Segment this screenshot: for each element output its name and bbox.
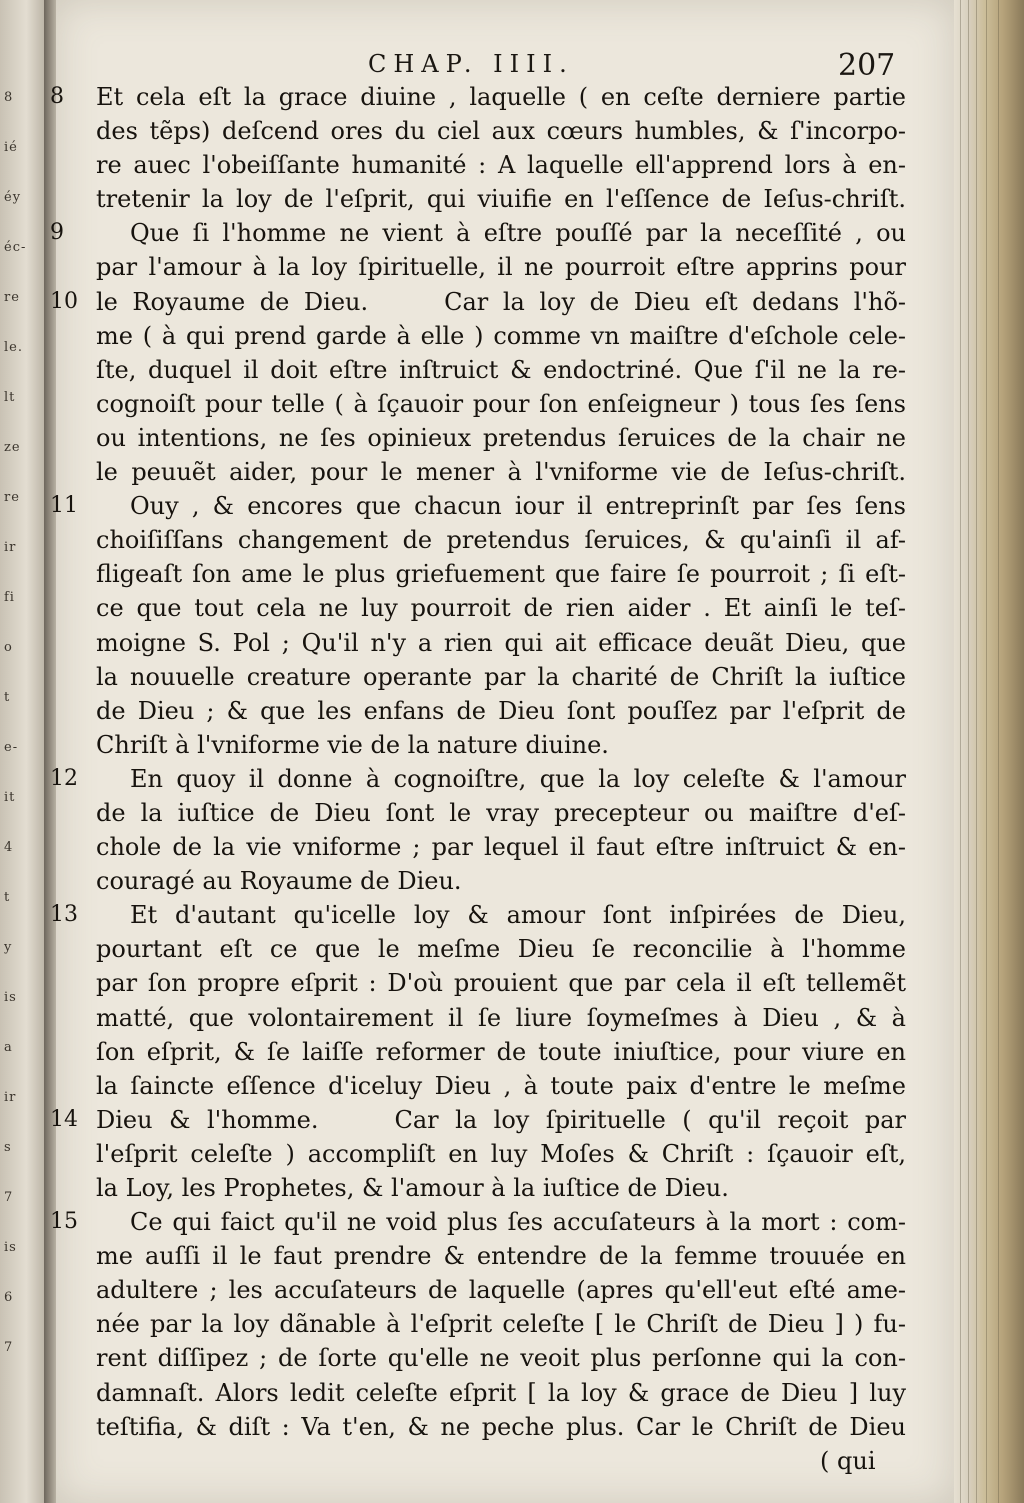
- text-line: [96, 1069, 906, 1103]
- line-text: le Royaume de Dieu.: [96, 287, 369, 316]
- text-line: [96, 626, 906, 660]
- line-text: née par la loy dãnable à l'eſprit celeſte [ le Chriſt de Dieu ] ) fu-: [96, 1310, 906, 1339]
- line-text: fligeaſt ſon ame le plus griefuement que faire ſe pourroit ; ſi eſt-: [96, 560, 906, 589]
- facing-page-fragment: t: [4, 890, 11, 905]
- text-line: [96, 1137, 906, 1171]
- line-text-continued: Car la loy de Dieu eſt dedans l'hõ-: [444, 287, 907, 316]
- text-line: [820, 1444, 906, 1478]
- verse-number: 12: [50, 765, 78, 791]
- line-text: cognoiſt pour telle ( à ſçauoir pour ſon enſeigneur ) tous ſes ſens: [96, 389, 906, 418]
- facing-page-fragment: it: [4, 790, 16, 805]
- text-line: [96, 864, 906, 898]
- line-text: la Loy, les Prophetes, & l'amour à la iuſtice de Dieu.: [96, 1174, 729, 1202]
- line-text: des tẽps) deſcend ores du ciel aux cœurs humbles, & ſ'incorpo-: [96, 117, 906, 146]
- verse-number: 15: [50, 1209, 78, 1235]
- line-text: teſtifia, & diſt : Va t'en, & ne peche plus. Car le Chriſt de Dieu: [96, 1412, 906, 1441]
- line-text: damnaſt. Alors ledit celeſte eſprit [ la loy & grace de Dieu ] luy: [96, 1378, 906, 1407]
- text-line: [96, 796, 906, 830]
- verse-number: 10: [50, 288, 78, 314]
- facing-page-fragment: lt: [4, 390, 16, 405]
- text-line: [50, 216, 906, 250]
- line-text: En quoy il donne à cognoiſtre, que la loy celeſte & l'amour: [130, 764, 906, 793]
- facing-page-fragment: ir: [4, 540, 17, 555]
- line-text: ( qui: [820, 1446, 876, 1475]
- line-text: Ce qui faict qu'il ne void plus ſes accuſateurs à la mort : com-: [130, 1208, 906, 1237]
- line-text: la nouuelle creature operante par la charité de Chriſt la iuſtice: [96, 662, 906, 691]
- line-text: adultere ; les accuſateurs de laquelle (apres qu'ell'eut eſté ame-: [96, 1276, 906, 1305]
- text-line: [50, 489, 906, 523]
- facing-page-fragment: 7: [4, 1340, 14, 1355]
- line-text-continued: Car la loy ſpirituelle ( qu'il reçoit par: [394, 1105, 906, 1134]
- facing-page-fragment: le.: [4, 340, 23, 355]
- line-text: Dieu & l'homme.: [96, 1105, 319, 1134]
- facing-page-fragment: re: [4, 290, 20, 305]
- text-line: [96, 660, 906, 694]
- text-line: [96, 591, 906, 625]
- text-line: [96, 694, 906, 728]
- facing-page-fragments: [4, 90, 42, 1390]
- facing-page-fragment: is: [4, 1240, 17, 1255]
- line-text: ce que tout cela ne luy pourroit de rien aider . Et ainſi le teſ-: [96, 594, 906, 623]
- facing-page-fragment: is: [4, 990, 17, 1005]
- verse-number: 9: [50, 220, 64, 246]
- text-line: [96, 1341, 906, 1375]
- facing-page-fragment: ze: [4, 440, 21, 455]
- text-line: [50, 762, 906, 796]
- text-line: [96, 1376, 906, 1410]
- text-line: [50, 1205, 906, 1239]
- line-text: matté, que volontairement il ſe liure ſoymeſmes à Dieu , & à: [96, 1003, 906, 1032]
- verse-number: 11: [50, 493, 78, 519]
- facing-page-fragment: ir: [4, 1090, 17, 1105]
- line-text: ou intentions, ne ſes opinieux pretendus ſeruices de la chair ne: [96, 423, 906, 452]
- line-text: Ouy , & encores que chacun iour il entreprinſt par ſes ſens: [130, 492, 906, 521]
- text-line: [96, 1001, 906, 1035]
- text-line: [50, 898, 906, 932]
- line-text: chole de la vie vniforme ; par lequel il faut eſtre inſtruict & en-: [96, 833, 906, 862]
- line-text: l'eſprit celeſte ) accompliſt en luy Moſes & Chriſt : ſçauoir eſt,: [96, 1139, 906, 1168]
- line-text: ſon eſprit, & ſe laiſſe reformer de toute iniuſtice, pour viure en: [96, 1037, 906, 1066]
- text-line: [96, 421, 906, 455]
- page-fore-edge: [954, 0, 1024, 1503]
- text-line: [96, 148, 906, 182]
- running-head: CHAP. IIII.: [368, 50, 574, 78]
- facing-page-fragment: 4: [4, 840, 14, 855]
- facing-page-fragment: 6: [4, 1290, 14, 1305]
- line-text: ſte, duquel il doit eſtre inſtruict & endoctriné. Que ſ'il ne la re-: [96, 355, 906, 384]
- text-line: [96, 1410, 906, 1444]
- line-text: Chriſt à l'vniforme vie de la nature diuine.: [96, 730, 609, 759]
- text-line: [96, 932, 906, 966]
- text-line: [96, 319, 906, 353]
- facing-page-fragment: o: [4, 640, 13, 655]
- text-line: [96, 353, 906, 387]
- text-line: [96, 114, 906, 148]
- text-line: [96, 557, 906, 591]
- facing-page-fragment: ié: [4, 140, 18, 155]
- page-number: 207: [838, 48, 896, 83]
- verse-number: 13: [50, 902, 78, 928]
- facing-page-fragment: fi: [4, 590, 15, 605]
- facing-page-fragment: éy: [4, 190, 22, 205]
- verse-number: 14: [50, 1106, 78, 1132]
- line-text: par ſon propre eſprit : D'où prouient que par cela il eſt tellemẽt: [96, 969, 906, 998]
- text-line: [96, 966, 906, 1000]
- facing-page-fragment: e-: [4, 740, 19, 755]
- facing-page-fragment: y: [4, 940, 13, 955]
- text-line: [96, 523, 906, 557]
- line-text: re auec l'obeiſſante humanité : A laquelle ell'apprend lors à en-: [96, 151, 906, 180]
- text-line: [50, 285, 907, 319]
- line-text: rent diſſipez ; de ſorte qu'elle ne veoit plus perſonne qui la con-: [96, 1344, 906, 1373]
- facing-page-fragment: re: [4, 490, 20, 505]
- facing-page-fragment: 7: [4, 1190, 14, 1205]
- facing-page-fragment: a: [4, 1040, 13, 1055]
- line-text: me ( à qui prend garde à elle ) comme vn maiſtre d'eſchole cele-: [96, 321, 906, 350]
- line-text: de Dieu ; & que les enfans de Dieu ſont pouſſez par l'eſprit de: [96, 696, 906, 725]
- line-text: choiſiſſans changement de pretendus ſeruices, & qu'ainſi il af-: [96, 526, 906, 555]
- facing-page-edge: [0, 0, 44, 1503]
- line-text: Et d'autant qu'icelle loy & amour ſont inſpirées de Dieu,: [130, 901, 906, 930]
- text-line: [50, 1103, 906, 1137]
- facing-page-fragment: s: [4, 1140, 12, 1155]
- text-line: [96, 728, 906, 762]
- body-text: [50, 80, 907, 1478]
- line-text: la ſaincte eſſence d'iceluy Dieu , à toute paix d'entre le meſme: [96, 1071, 906, 1100]
- text-line: [50, 80, 906, 114]
- line-text: Que ſi l'homme ne vient à eſtre pouſſé par la neceſſité , ou: [130, 219, 906, 248]
- line-text: par l'amour à la loy ſpirituelle, il ne pourroit eſtre apprins pour: [96, 253, 906, 282]
- verse-number: 8: [50, 84, 64, 109]
- text-line: [96, 830, 906, 864]
- text-line: [96, 387, 906, 421]
- line-text: le peuuẽt aider, pour le mener à l'vniforme vie de Ieſus-chriſt.: [96, 458, 906, 487]
- line-text: pourtant eſt ce que le meſme Dieu ſe reconcilie à l'homme: [96, 935, 906, 964]
- line-text: me auſſi il le faut prendre & entendre de la femme trouuée en: [96, 1242, 906, 1271]
- facing-page-fragment: t: [4, 690, 11, 705]
- line-text: moigne S. Pol ; Qu'il n'y a rien qui ait efficace deuãt Dieu, que: [96, 628, 906, 657]
- facing-page-fragment: 8: [4, 90, 14, 105]
- text-line: [96, 455, 906, 489]
- text-line: [96, 1307, 906, 1341]
- line-text: Et cela eſt la grace diuine , laquelle ( en ceſte derniere partie: [96, 83, 906, 111]
- line-text: de la iuſtice de Dieu ſont le vray precepteur ou maiſtre d'eſ-: [96, 798, 906, 827]
- text-line: [96, 1171, 906, 1205]
- line-text: tretenir la loy de l'eſprit, qui viuifie en l'eſſence de Ieſus-chriſt.: [96, 185, 906, 214]
- facing-page-fragment: éc-: [4, 240, 27, 255]
- text-line: [96, 1239, 906, 1273]
- text-line: [96, 1035, 906, 1069]
- text-line: [96, 1273, 906, 1307]
- line-text: couragé au Royaume de Dieu.: [96, 867, 462, 896]
- text-line: [96, 182, 906, 216]
- text-line: [96, 250, 906, 284]
